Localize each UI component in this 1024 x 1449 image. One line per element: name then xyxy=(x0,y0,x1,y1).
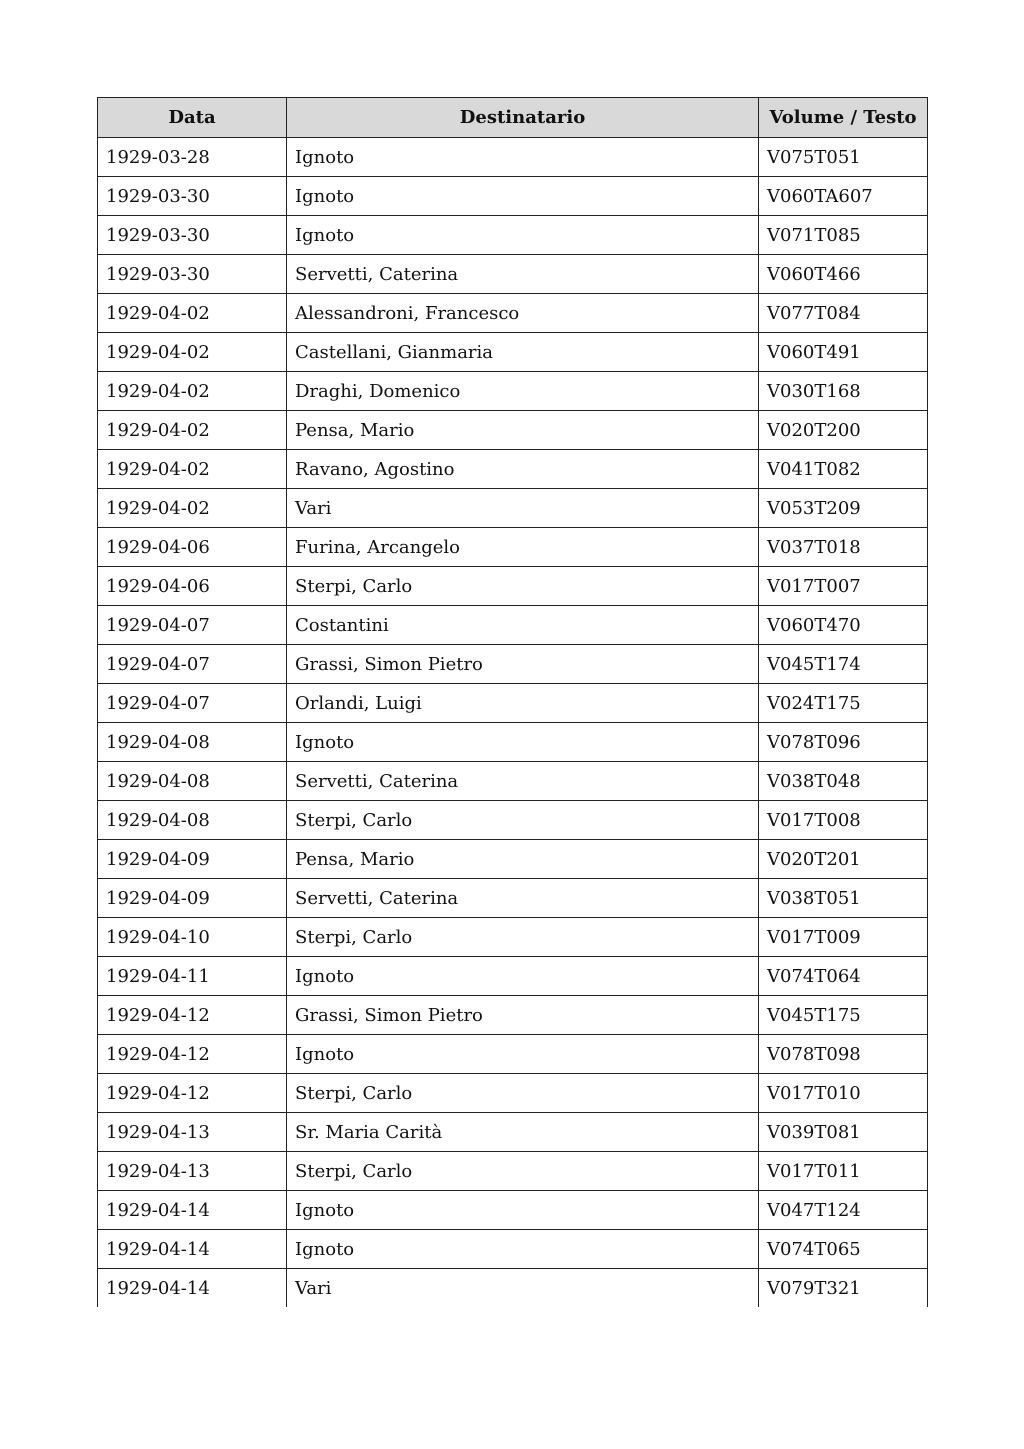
header-volume-testo: Volume / Testo xyxy=(759,98,928,138)
cell-data: 1929-04-14 xyxy=(98,1191,287,1230)
table-row xyxy=(98,1191,928,1230)
cell-volume-testo: V039T081 xyxy=(759,1113,928,1152)
cell-data: 1929-04-06 xyxy=(98,528,287,567)
cell-destinatario: Pensa, Mario xyxy=(287,840,759,879)
cell-data: 1929-04-12 xyxy=(98,1035,287,1074)
cell-data: 1929-04-08 xyxy=(98,801,287,840)
cell-destinatario: Sterpi, Carlo xyxy=(287,918,759,957)
cell-destinatario: Servetti, Caterina xyxy=(287,879,759,918)
cell-data: 1929-03-30 xyxy=(98,255,287,294)
table-row xyxy=(98,879,928,918)
cell-data: 1929-04-13 xyxy=(98,1113,287,1152)
table-row xyxy=(98,606,928,645)
cell-volume-testo: V077T084 xyxy=(759,294,928,333)
cell-destinatario: Alessandroni, Francesco xyxy=(287,294,759,333)
cell-destinatario: Sterpi, Carlo xyxy=(287,567,759,606)
cell-destinatario: Ignoto xyxy=(287,957,759,996)
table-row xyxy=(98,1269,928,1308)
table-row xyxy=(98,372,928,411)
cell-data: 1929-04-09 xyxy=(98,879,287,918)
cell-volume-testo: V078T096 xyxy=(759,723,928,762)
cell-volume-testo: V024T175 xyxy=(759,684,928,723)
table-row xyxy=(98,762,928,801)
cell-destinatario: Servetti, Caterina xyxy=(287,762,759,801)
cell-data: 1929-04-14 xyxy=(98,1230,287,1269)
cell-destinatario: Pensa, Mario xyxy=(287,411,759,450)
cell-data: 1929-04-02 xyxy=(98,450,287,489)
cell-volume-testo: V017T007 xyxy=(759,567,928,606)
table-row xyxy=(98,567,928,606)
cell-destinatario: Sterpi, Carlo xyxy=(287,801,759,840)
cell-data: 1929-03-30 xyxy=(98,177,287,216)
cell-volume-testo: V017T010 xyxy=(759,1074,928,1113)
table-row xyxy=(98,1152,928,1191)
cell-volume-testo: V079T321 xyxy=(759,1269,928,1308)
cell-data: 1929-04-02 xyxy=(98,372,287,411)
cell-volume-testo: V045T175 xyxy=(759,996,928,1035)
cell-destinatario: Sr. Maria Carità xyxy=(287,1113,759,1152)
cell-destinatario: Grassi, Simon Pietro xyxy=(287,645,759,684)
cell-volume-testo: V047T124 xyxy=(759,1191,928,1230)
table-row xyxy=(98,996,928,1035)
cell-data: 1929-04-11 xyxy=(98,957,287,996)
cell-data: 1929-03-28 xyxy=(98,138,287,177)
cell-destinatario: Ignoto xyxy=(287,138,759,177)
cell-data: 1929-04-10 xyxy=(98,918,287,957)
cell-volume-testo: V074T065 xyxy=(759,1230,928,1269)
table-row xyxy=(98,723,928,762)
cell-destinatario: Ignoto xyxy=(287,1035,759,1074)
table-body xyxy=(98,138,928,1308)
cell-volume-testo: V060T491 xyxy=(759,333,928,372)
table-row xyxy=(98,918,928,957)
document-page xyxy=(97,97,927,1307)
cell-destinatario: Ignoto xyxy=(287,1230,759,1269)
cell-data: 1929-04-12 xyxy=(98,996,287,1035)
table-row xyxy=(98,1230,928,1269)
cell-destinatario: Servetti, Caterina xyxy=(287,255,759,294)
cell-data: 1929-04-08 xyxy=(98,723,287,762)
cell-volume-testo: V075T051 xyxy=(759,138,928,177)
header-data: Data xyxy=(98,98,287,138)
cell-volume-testo: V038T051 xyxy=(759,879,928,918)
cell-volume-testo: V017T009 xyxy=(759,918,928,957)
table-row xyxy=(98,645,928,684)
cell-data: 1929-04-02 xyxy=(98,489,287,528)
cell-volume-testo: V078T098 xyxy=(759,1035,928,1074)
cell-volume-testo: V060T470 xyxy=(759,606,928,645)
cell-destinatario: Ignoto xyxy=(287,723,759,762)
cell-volume-testo: V038T048 xyxy=(759,762,928,801)
cell-data: 1929-04-14 xyxy=(98,1269,287,1308)
table-row xyxy=(98,489,928,528)
table-row xyxy=(98,1113,928,1152)
cell-destinatario: Ignoto xyxy=(287,216,759,255)
letters-table xyxy=(97,97,928,1307)
cell-destinatario: Grassi, Simon Pietro xyxy=(287,996,759,1035)
cell-data: 1929-04-02 xyxy=(98,333,287,372)
cell-volume-testo: V041T082 xyxy=(759,450,928,489)
table-row xyxy=(98,957,928,996)
table-row xyxy=(98,255,928,294)
cell-volume-testo: V017T011 xyxy=(759,1152,928,1191)
cell-volume-testo: V074T064 xyxy=(759,957,928,996)
cell-volume-testo: V017T008 xyxy=(759,801,928,840)
cell-volume-testo: V071T085 xyxy=(759,216,928,255)
cell-destinatario: Sterpi, Carlo xyxy=(287,1074,759,1113)
table-row xyxy=(98,138,928,177)
table-row xyxy=(98,1074,928,1113)
table-row xyxy=(98,528,928,567)
cell-destinatario: Sterpi, Carlo xyxy=(287,1152,759,1191)
cell-destinatario: Ravano, Agostino xyxy=(287,450,759,489)
cell-destinatario: Castellani, Gianmaria xyxy=(287,333,759,372)
cell-data: 1929-03-30 xyxy=(98,216,287,255)
cell-destinatario: Orlandi, Luigi xyxy=(287,684,759,723)
cell-data: 1929-04-12 xyxy=(98,1074,287,1113)
cell-data: 1929-04-02 xyxy=(98,411,287,450)
cell-volume-testo: V020T200 xyxy=(759,411,928,450)
table-row xyxy=(98,684,928,723)
cell-destinatario: Vari xyxy=(287,1269,759,1308)
cell-destinatario: Vari xyxy=(287,489,759,528)
cell-volume-testo: V020T201 xyxy=(759,840,928,879)
cell-data: 1929-04-09 xyxy=(98,840,287,879)
cell-volume-testo: V030T168 xyxy=(759,372,928,411)
cell-destinatario: Draghi, Domenico xyxy=(287,372,759,411)
cell-volume-testo: V060T466 xyxy=(759,255,928,294)
cell-volume-testo: V045T174 xyxy=(759,645,928,684)
table-row xyxy=(98,450,928,489)
cell-destinatario: Furina, Arcangelo xyxy=(287,528,759,567)
table-row xyxy=(98,333,928,372)
table-row xyxy=(98,801,928,840)
cell-data: 1929-04-02 xyxy=(98,294,287,333)
cell-data: 1929-04-13 xyxy=(98,1152,287,1191)
table-header-row xyxy=(98,98,928,138)
table-row xyxy=(98,294,928,333)
cell-data: 1929-04-06 xyxy=(98,567,287,606)
table-row xyxy=(98,840,928,879)
cell-data: 1929-04-07 xyxy=(98,684,287,723)
cell-volume-testo: V060TA607 xyxy=(759,177,928,216)
cell-data: 1929-04-07 xyxy=(98,645,287,684)
cell-volume-testo: V037T018 xyxy=(759,528,928,567)
cell-volume-testo: V053T209 xyxy=(759,489,928,528)
table-row xyxy=(98,177,928,216)
table-row xyxy=(98,216,928,255)
header-destinatario: Destinatario xyxy=(287,98,759,138)
cell-data: 1929-04-08 xyxy=(98,762,287,801)
cell-destinatario: Ignoto xyxy=(287,177,759,216)
table-row xyxy=(98,1035,928,1074)
cell-destinatario: Ignoto xyxy=(287,1191,759,1230)
cell-data: 1929-04-07 xyxy=(98,606,287,645)
cell-destinatario: Costantini xyxy=(287,606,759,645)
table-row xyxy=(98,411,928,450)
